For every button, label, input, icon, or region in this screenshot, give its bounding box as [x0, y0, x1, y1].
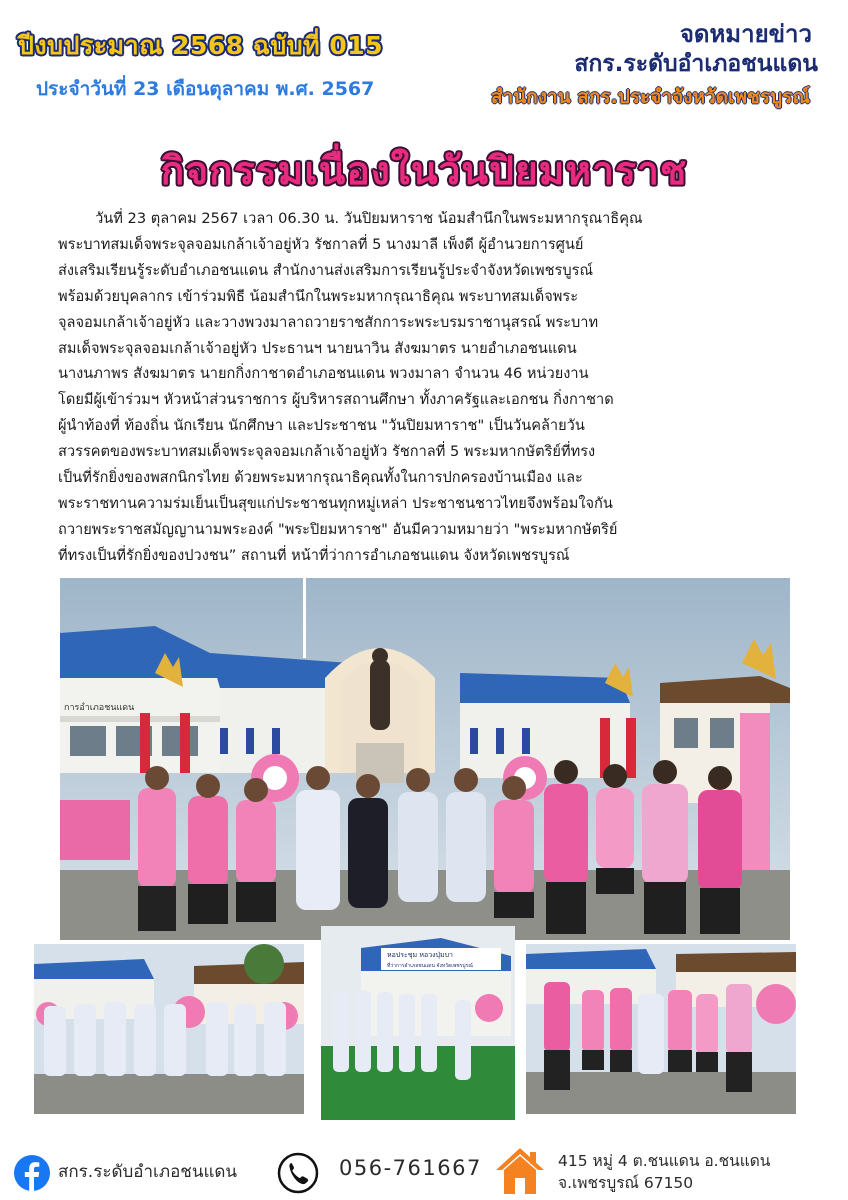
- contact-footer: [0, 1140, 848, 1200]
- home-icon: [494, 1146, 546, 1196]
- newsletter-label: จดหมายข่าว: [679, 20, 812, 48]
- body-line: เป็นที่รักยิ่งของพสกนิกรไทย ด้วยพระมหากรุณาธิคุณทั้งในการปกครองบ้านเมือง และ: [58, 469, 583, 487]
- article-title: กิจกรรมเนื่องในวันปิยมหาราช: [160, 149, 688, 194]
- body-line: โดยมีผู้เข้าร่วมฯ หัวหน้าส่วนราชการ ผู้บริหารสถานศึกษา ทั้งภาครัฐและเอกชน กิ่งกาชาด: [58, 391, 614, 409]
- facebook-page-name[interactable]: สกร.ระดับอำเภอชนแดน: [58, 1162, 238, 1182]
- body-line: สมเด็จพระจุลจอมเกล้าเจ้าอยู่หัว ประธานฯ นายนาวิน สังฆมาตร นายอำเภอชนแดน: [58, 339, 577, 357]
- office-name: สกร.ระดับอำเภอชนแดน: [574, 51, 818, 77]
- phone-icon: [277, 1152, 319, 1194]
- body-line: นางนภาพร สังฆมาตร นายกกิ่งกาชาดอำเภอชนแดน พวงมาลา จำนวน 46 หน่วยงาน: [58, 365, 589, 383]
- body-line: ส่งเสริมเรียนรู้ระดับอำเภอชนแดน สำนักงานส่งเสริมการเรียนรู้ประจำจังหวัดเพชรบูรณ์: [58, 261, 594, 279]
- main-event-photo: [60, 578, 790, 940]
- facebook-icon: [14, 1155, 50, 1191]
- body-line: ผู้นำท้องที่ ท้องถิ่น นักเรียน นักศึกษา และประชาชน "วันปิยมหาราช" เป็นวันคล้ายวัน: [58, 417, 585, 435]
- body-line: ที่ทรงเป็นที่รักยิ่งของปวงชน” สถานที่ หน้าที่ว่าการอำเภอชนแดน จังหวัดเพชรบูรณ์: [58, 546, 570, 564]
- issue-date: ประจำวันที่ 23 เดือนตุลาคม พ.ศ. 2567: [36, 78, 375, 100]
- address-line-1: 415 หมู่ 4 ต.ชนแดน อ.ชนแดน: [558, 1152, 771, 1170]
- address-line-2: จ.เพชรบูรณ์ 67150: [558, 1174, 694, 1192]
- body-line: สวรรคตของพระบาทสมเด็จพระจุลจอมเกล้าเจ้าอยู่หัว รัชกาลที่ 5 พระมหากษัตริย์ที่ทรง: [58, 443, 596, 461]
- body-line: พระบาทสมเด็จพระจุลจอมเกล้าเจ้าอยู่หัว รัชกาลที่ 5 นางมาลี เพ็งดี ผู้อำนวยการศูนย์: [58, 235, 584, 253]
- event-photo-right: [526, 944, 796, 1114]
- province-office-name: สำนักงาน สกร.ประจำจังหวัดเพชรบูรณ์: [490, 86, 810, 108]
- event-photo-center: [321, 926, 515, 1120]
- address: [558, 1150, 770, 1194]
- issue-label: ปีงบประมาณ 2568 ฉบับที่ 015: [18, 31, 384, 60]
- body-line: พระราชทานความร่มเย็นเป็นสุขแก่ประชาชนทุกหมู่เหล่า ประชาชนชาวไทยจึงพร้อมใจกัน: [58, 494, 613, 512]
- body-line: วันที่ 23 ตุลาคม 2567 เวลา 06.30 น. วันปิยมหาราช น้อมสำนึกในพระมหากรุณาธิคุณ: [58, 210, 643, 227]
- phone-number[interactable]: 056-761667: [339, 1156, 482, 1180]
- main-photo-sign: การอำเภอชนแดน: [64, 703, 135, 713]
- hall-sign: หอประชุม หอวงปุ่มบา: [387, 951, 453, 959]
- body-line: พร้อมด้วยบุคลากร เข้าร่วมพิธี น้อมสำนึกในพระมหากรุณาธิคุณ พระบาทสมเด็จพระ: [58, 287, 579, 305]
- hall-sign-sub: ที่ว่าการอำเภอชนแดน จังหวัดเพชรบูรณ์: [387, 963, 473, 969]
- event-photo-left: [34, 944, 304, 1114]
- body-line: ถวายพระราชสมัญญานามพระองค์ "พระปิยมหาราช" อันมีความหมายว่า "พระมหากษัตริย์: [58, 520, 618, 538]
- body-line: จุลจอมเกล้าเจ้าอยู่หัว และวางพวงมาลาถวายราชสักการะพระบรมราชานุสรณ์ พระบาท: [58, 313, 599, 331]
- article-body: [58, 206, 810, 569]
